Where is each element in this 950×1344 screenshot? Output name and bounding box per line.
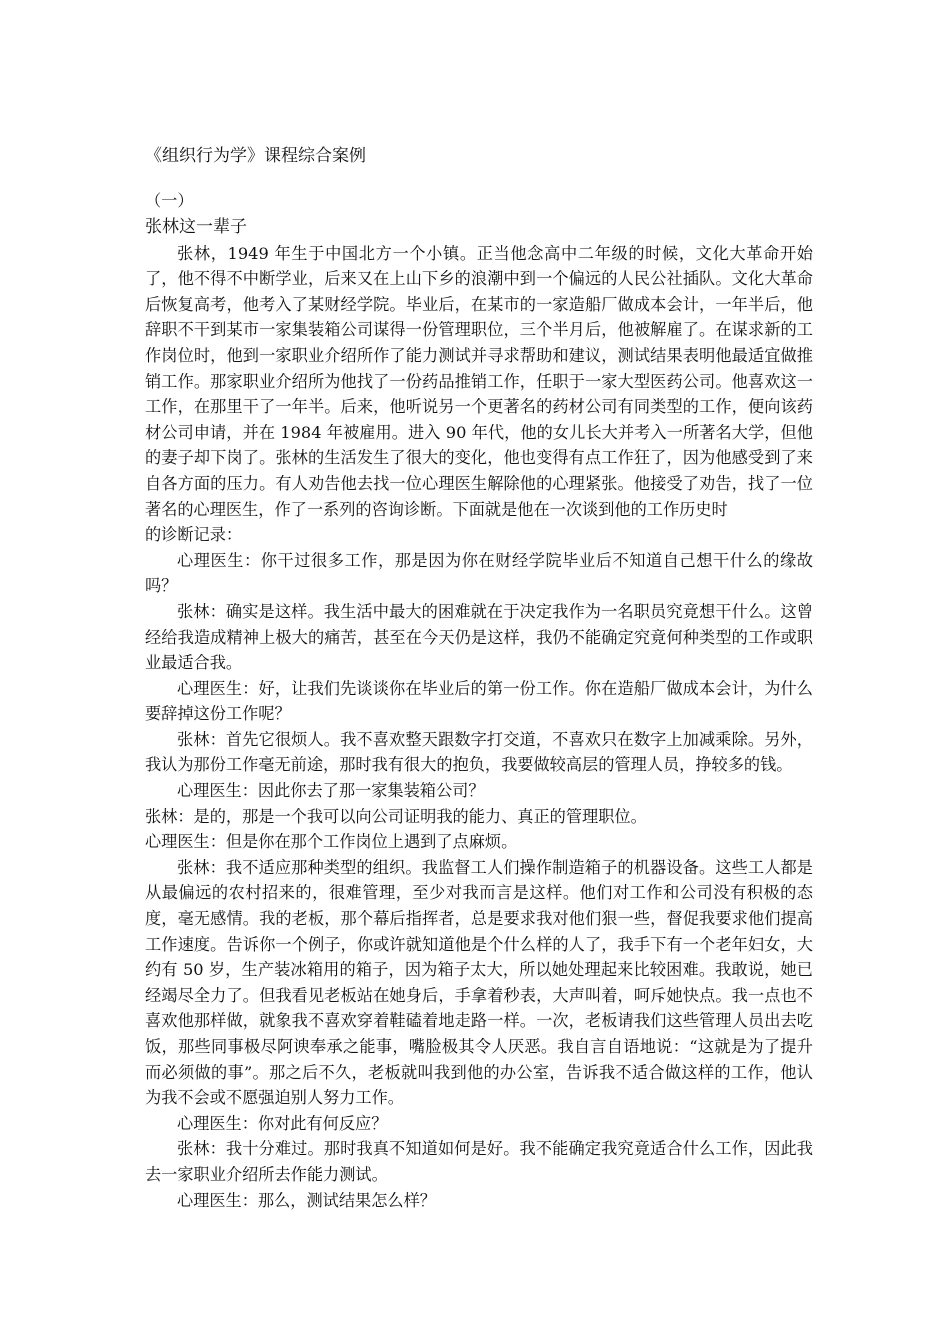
dialogue-line-doctor: 心理医生：那么，测试结果怎么样？	[177, 1190, 436, 1210]
dialogue-line-zhang: 张林：我十分难过。那时我真不知道如何是好。我不能确定我究竟适合什么工作，因此我去一家职业介绍所去作能力测试。	[145, 1139, 813, 1184]
document-title: 《组织行为学》课程综合案例	[145, 146, 366, 166]
dialogue-line-doctor: 心理医生：好，让我们先谈谈你在毕业后的第一份工作。你在造船厂做成本会计，为什么要辞掉这份工作呢？	[145, 678, 813, 724]
dialogue-line-zhang: 张林：首先它很烦人。我不喜欢整天跟数字打交道，不喜欢只在数字上加减乘除。另外，我认为那份工作毫无前途，那时我有很大的抱负，我要做较高层的管理人员，挣较多的钱。	[145, 729, 813, 775]
section-number: （一）	[145, 191, 194, 210]
dialogue-line-zhang: 张林：是的，那是一个我可以向公司证明我的能力、真正的管理职位。	[145, 806, 647, 826]
dialogue-line-doctor: 心理医生：你对此有何反应？	[177, 1113, 388, 1133]
intro-continuation: 的诊断记录：	[145, 525, 243, 545]
dialogue-line-zhang: 张林：确实是这样。我生活中最大的困难就在于决定我作为一名职员究竟想干什么。这曾经给我造成精神上极大的痛苦，甚至在今天仍是这样，我仍不能确定究竟何种类型的工作或职业最适合我。	[145, 601, 813, 673]
document-body	[145, 188, 813, 1213]
dialogue-line-doctor: 心理医生：你干过很多工作，那是因为你在财经学院毕业后不知道自己想干什么的缘故吗？	[145, 550, 813, 596]
dialogue-line-doctor: 心理医生：但是你在那个工作岗位上遇到了点麻烦。	[145, 832, 518, 852]
intro-paragraph: 张林，1949 年生于中国北方一个小镇。正当他念高中二年级的时候，文化大革命开始了，他不得不中断学业，后来又在上山下乡的浪潮中到一个偏远的人民公社插队。文化大革命后恢复高考，他考入了某财经学院。毕业后，在某市的一家造船厂做成本会计，一年半后，他辞职不干到某市一家集装箱公司谋得一份管理职位，三个半月后，他被解雇了。在谋求新的工作岗位时，他到一家职业介绍所作了能力测试并寻求帮助和建议，测试结果表明他最适宜做推销工作。那家职业介绍所为他找了一份药品推销工作，任职于一家大型医药公司。他喜欢这一工作，在那里干了一年半。后来，他听说另一个更著名的药材公司有同类型的工作，便向该药材公司申请，并在 1984 年被雇用。进入 90 年代，他的女儿长大并考入一所著名大学，但他的妻子却下岗了。张林的生活发生了很大的变化，他也变得有点工作狂了，因为他感受到了来自各方面的压力。有人劝告他去找一位心理医生解除他的心理紧张。他接受了劝告，找了一位著名的心理医生，作了一系列的咨询诊断。下面就是他在一次谈到他的工作历史时	[145, 243, 813, 519]
case-title: 张林这一辈子	[145, 216, 247, 237]
dialogue-line-doctor: 心理医生：因此你去了那一家集装箱公司？	[177, 781, 485, 801]
dialogue-line-zhang: 张林：我不适应那种类型的组织。我监督工人们操作制造箱子的机器设备。这些工人都是从最偏远的农村招来的，很难管理，至少对我而言是这样。他们对工作和公司没有积极的态度，毫无感情。我的老板，那个幕后指挥者，总是要求我对他们狠一些，督促我要求他们提高工作速度。告诉你一个例子，你或许就知道他是个什么样的人了，我手下有一个老年妇女，大约有 50 岁，生产装冰箱用的箱子，因为箱子太大，所以她处理起来比较困难。我敢说，她已经竭尽全力了。但我看见老板站在她身后，手拿着秒表，大声叫着，呵斥她快点。我一点也不喜欢他那样做，就象我不喜欢穿着鞋磕着地走路一样。一次，老板请我们这些管理人员出去吃饭，那些同事极尽阿谀奉承之能事，嘴脸极其令人厌恶。我自言自语地说：“这就是为了提升而必须做的事”。那之后不久，老板就叫我到他的办公室，告诉我不适合做这样的工作，他认为我不会或不愿强迫别人努力工作。	[145, 857, 813, 1108]
